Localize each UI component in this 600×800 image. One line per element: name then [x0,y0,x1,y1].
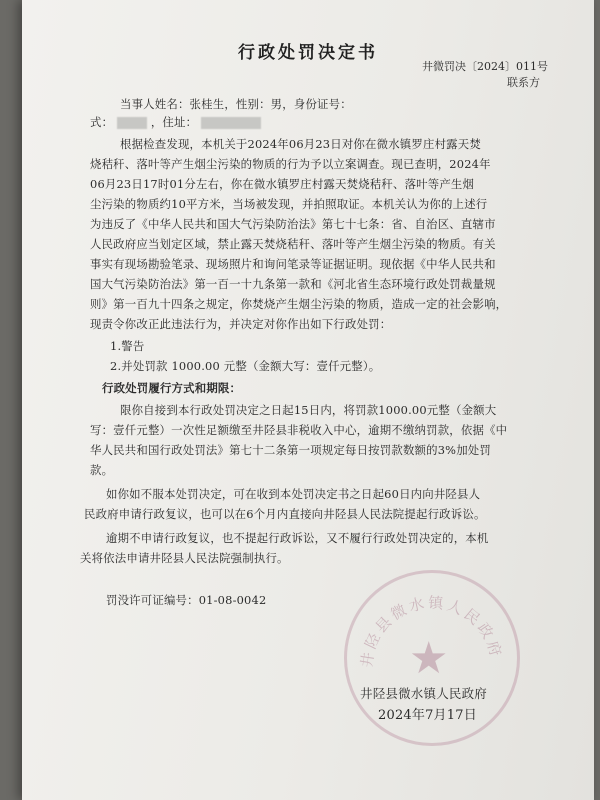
redacted-phone [117,117,147,129]
penalty-item: 2.并处罚款 1000.00 元整（金额大写：壹仟元整）。 [110,359,381,373]
document-page [22,0,594,800]
seal-arc-text: 井陉县微水镇人民政府 [357,593,506,669]
contact-prefix: 式： [90,115,114,129]
document-number: 井微罚决〔2024〕011号 [422,60,548,73]
contact-label: 联系方 [507,76,540,89]
body-line: 人民政府应当划定区域，禁止露天焚烧秸秆、落叶等产生烟尘污染的物质。有关 [90,237,496,251]
seal-star-icon: ★ [409,633,449,684]
body-line: 烧秸秆、落叶等产生烟尘污染的物质的行为予以立案调查。现已查明，2024年 [90,157,491,171]
body-line: 为违反了《中华人民共和国大气污染防治法》第七十七条：省、自治区、直辖市 [90,217,496,231]
redacted-address [201,117,261,129]
address-label: ，住址： [150,115,198,129]
body-line: 则》第一百九十四条之规定，你焚烧产生烟尘污染的物质，造成一定的社会影响， [90,297,508,311]
body-line: 民政府申请行政复议，也可以在6个月内直接向井陉县人民法院提起行政诉讼。 [84,507,486,521]
issue-date: 2024年7月17日 [378,708,477,723]
body-line: 关将依法申请井陉县人民法院强制执行。 [80,551,289,565]
body-line: 限你自接到本行政处罚决定之日起15日内，将罚款1000.00元整（金额大 [120,403,497,417]
body-line: 现责令你改正此违法行为，并决定对你作出如下行政处罚： [90,317,392,331]
issuer-name: 井陉县微水镇人民政府 [360,686,488,701]
party-info-line [120,96,352,112]
body-line: 逾期不申请行政复议，也不提起行政诉讼，又不履行行政处罚决定的，本机 [106,531,489,545]
license-number: 罚没许可证编号：01-08-0042 [106,593,267,607]
penalty-item: 1.警告 [110,339,145,353]
body-line: 国大气污染防治法》第一百一十九条第一款和《河北省生态环境行政处罚裁量规 [90,277,496,291]
body-line: 根据检查发现，本机关于2024年06月23日对你在微水镇罗庄村露天焚 [120,137,481,151]
body-line: 06月23日17时01分左右，你在微水镇罗庄村露天焚烧秸秆、落叶等产生烟 [90,177,475,191]
body-line: 款。 [90,463,114,477]
body-line: 尘污染的物质约10平方米，当场被发现，并拍照取证。本机关认为你的上述行 [90,197,488,211]
body-line: 写：壹仟元整）一次性足额缴至井陉县非税收入中心，逾期不缴纳罚款，依据《中 [90,423,508,437]
body-line: 事实有现场勘验笔录、现场照片和询问笔录等证据证明。现依据《中华人民共和 [90,257,496,271]
contact-line [90,114,261,130]
body-line: 如你如不服本处罚决定，可在收到本处罚决定书之日起60日内向井陉县人 [106,487,481,501]
body-line: 华人民共和国行政处罚法》第七十二条第一项规定每日按罚款数额的3%加处罚 [90,443,491,457]
party-info-text: 当事人姓名：张桂生，性别：男，身份证号： [120,97,352,111]
section-heading: 行政处罚履行方式和期限： [102,381,242,395]
svg-text:井陉县微水镇人民政府 [357,594,505,669]
document-title: 行政处罚决定书 [238,43,378,63]
